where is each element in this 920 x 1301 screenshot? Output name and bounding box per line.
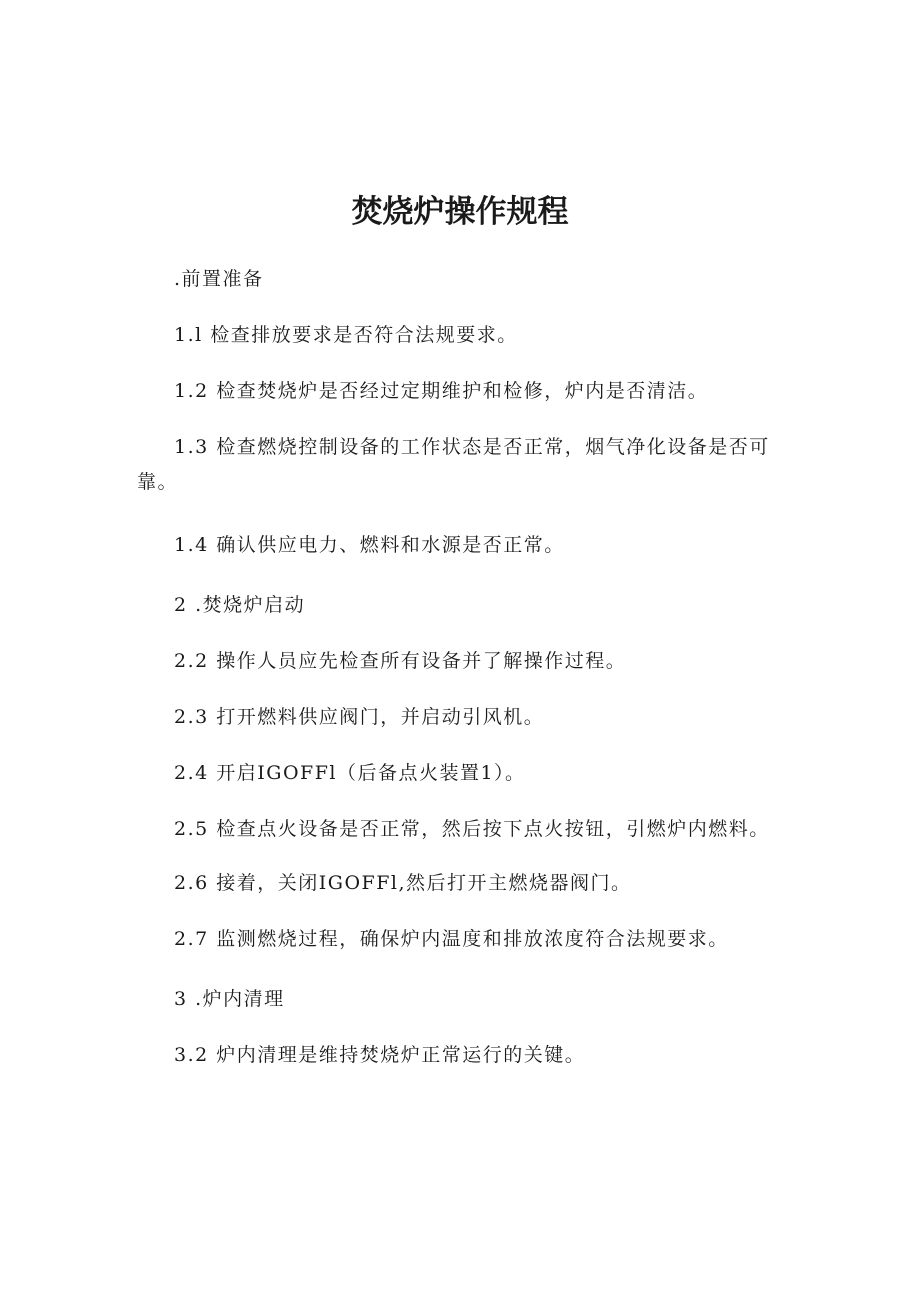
page-title: 焚烧炉操作规程 (351, 194, 569, 230)
paragraph-1-3-line-1: 1.3 检查燃烧控制设备的工作状态是否正常，烟气净化设备是否可 (174, 436, 770, 458)
section-heading-cleaning: 3 .炉内清理 (174, 988, 285, 1010)
paragraph-2-4: 2.4 开启IGOFFl（后备点火装置1）。 (174, 762, 526, 784)
paragraph-2-7: 2.7 监测燃烧过程，确保炉内温度和排放浓度符合法规要求。 (174, 928, 729, 950)
paragraph-2-3: 2.3 打开燃料供应阀门，并启动引风机。 (174, 706, 545, 728)
paragraph-2-5: 2.5 检查点火设备是否正常，然后按下点火按钮，引燃炉内燃料。 (174, 818, 770, 840)
paragraph-1-2: 1.2 检查焚烧炉是否经过定期维护和检修，炉内是否清洁。 (174, 380, 709, 402)
paragraph-1-3-line-2: 靠。 (137, 471, 179, 493)
section-heading-startup: 2 .焚烧炉启动 (174, 594, 306, 616)
paragraph-2-6: 2.6 接着，关闭IGOFFl,然后打开主燃烧器阀门。 (174, 872, 632, 894)
paragraph-1-1: 1.l 检查排放要求是否符合法规要求。 (174, 324, 518, 346)
paragraph-2-2: 2.2 操作人员应先检查所有设备并了解操作过程。 (174, 650, 627, 672)
paragraph-1-4: 1.4 确认供应电力、燃料和水源是否正常。 (174, 534, 565, 556)
section-heading-prep: .前置准备 (174, 268, 264, 290)
paragraph-1-3 (137, 434, 777, 495)
paragraph-3-2: 3.2 炉内清理是维持焚烧炉正常运行的关键。 (174, 1044, 586, 1066)
